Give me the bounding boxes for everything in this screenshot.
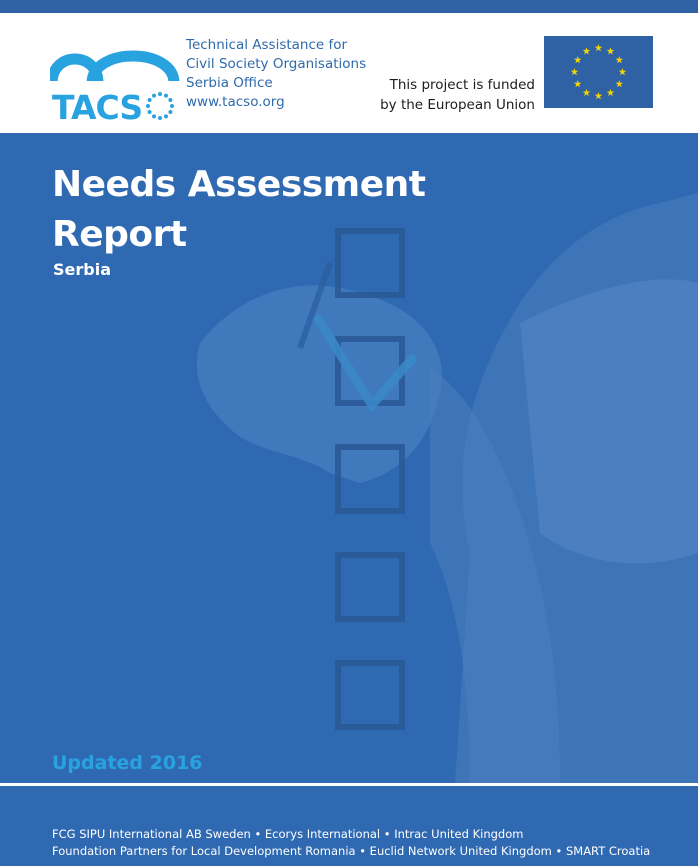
org-line: Civil Society Organisations	[186, 56, 367, 72]
org-website: www.tacso.org	[186, 94, 285, 110]
funding-statement	[370, 75, 535, 115]
funding-line: by the European Union	[380, 97, 535, 113]
logo-star-ring-icon	[146, 92, 174, 120]
title-line: Needs Assessment	[52, 164, 426, 205]
cover-header	[0, 13, 698, 133]
org-line: Serbia Office	[186, 75, 273, 91]
report-title	[52, 160, 425, 260]
title-line: Report	[52, 214, 187, 255]
consortium-partners	[52, 826, 650, 860]
logo-wordmark: TACS	[52, 88, 143, 125]
partner-line: FCG SIPU International AB Sweden • Ecorys International • Intrac United Kingdom	[52, 827, 524, 841]
funding-line: This project is funded	[389, 77, 535, 93]
tacso-logo	[50, 43, 180, 125]
updated-year: Updated 2016	[52, 752, 203, 774]
report-country: Serbia	[53, 260, 111, 279]
cover-footer	[0, 786, 698, 866]
organisation-info	[186, 36, 366, 112]
org-line: Technical Assistance for	[186, 37, 348, 53]
partner-line: Foundation Partners for Local Development Romania • Euclid Network United Kingdom • SMART Croatia	[52, 844, 651, 858]
top-color-bar	[0, 0, 698, 13]
eu-flag-icon	[544, 36, 653, 108]
